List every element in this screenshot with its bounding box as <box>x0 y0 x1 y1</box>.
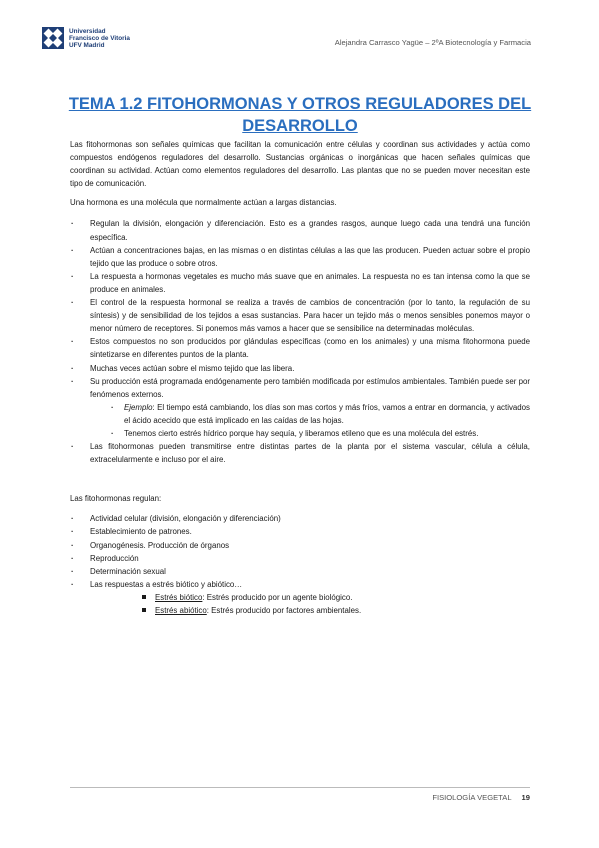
list-item: · Organogénesis. Producción de órganos <box>88 539 530 552</box>
sub-list-item <box>124 401 530 427</box>
list-item-text: Las respuestas a estrés biótico y abiótico… <box>90 579 243 589</box>
list-item: · Reproducción <box>88 552 530 565</box>
footer-divider <box>70 787 530 788</box>
list-item: · Estos compuestos no son producidos por glándulas específicas (como en los animales) y una misma fitohormona puede sintetizarse en diferentes puntos de la planta. <box>88 335 530 361</box>
stress-text: : Estrés producido por un agente biológico. <box>202 592 353 602</box>
list-item <box>88 578 530 591</box>
document-body <box>70 138 530 617</box>
stress-list <box>70 591 530 617</box>
list-item: · Regulan la división, elongación y diferenciación. Esto es a grandes rasgos, aunque luego cada una tendrá una función específica. <box>88 217 530 243</box>
footer-subject: FISIOLOGÍA VEGETAL <box>432 793 512 802</box>
logo-line-1: Universidad <box>69 27 106 35</box>
sub-list <box>90 401 530 440</box>
list-item: · Actúan a concentraciones bajas, en las mismas o en distintas células a las que las producen. Pueden actuar sobre el propio tejido que las produce o sobre otros. <box>88 244 530 270</box>
regulan-list <box>70 512 530 591</box>
list-item <box>88 375 530 440</box>
list-item: · Las fitohormonas pueden transmitirse entre distintas partes de la planta por el sistema vascular, célula a célula, extracelularmente e incluso por el aire. <box>88 440 530 466</box>
ufv-logo-icon <box>42 27 64 49</box>
sub-list-item: · Tenemos cierto estrés hídrico porque hay sequía, y liberamos etileno que es una molécula del estrés. <box>124 427 530 440</box>
stress-item-abiotic <box>155 604 530 617</box>
list-item: · Actividad celular (división, elongación y diferenciación) <box>88 512 530 525</box>
example-text: : El tiempo está cambiando, los días son mas cortos y más fríos, vamos a entrar en dormancia, y activados el ácido acecido que está implicado en las caídas de las hojas. <box>124 402 530 425</box>
university-logo <box>42 27 130 49</box>
stress-text: : Estrés producido por factores ambientales. <box>206 606 362 615</box>
page-number: 19 <box>521 793 530 802</box>
list-item: · El control de la respuesta hormonal se realiza a través de cambios de concentración (por lo tanto, la regulación de su síntesis) y de sensibilidad de los tejidos a esas sustancias. Para hacer un tejido más o menos sensibles ponemos mayor o menor número de receptores. Si ponemos más vamos a hacer que se sensibilice na determinadas moléculas. <box>88 296 530 335</box>
stress-item-biotic <box>155 591 530 604</box>
logo-text <box>69 28 130 49</box>
characteristics-list <box>70 217 530 466</box>
page-title: TEMA 1.2 FITOHORMONAS Y OTROS REGULADORES DEL DESARROLLO <box>68 95 532 135</box>
regulan-heading: Las fitohormonas regulan: <box>70 494 162 504</box>
example-label: Ejemplo <box>124 402 153 412</box>
list-item: · Establecimiento de patrones. <box>88 525 530 538</box>
intro-paragraph: Las fitohormonas son señales químicas que facilitan la comunicación entre células y coordinan sus actividades y actúa como compuestos endógenos reguladores del desarrollo. Sustancias orgánicas o inorgánicas que hacen señales químicas que coordinan su actividad. Actúan como elementos reguladores del desarrollo. Las plantas que no se pueden mover necesitan este tipo de comunicación. <box>70 140 530 189</box>
logo-line-3: UFV Madrid <box>69 41 105 49</box>
hormone-definition: Una hormona es una molécula que normalmente actúan a largas distancias. <box>70 198 337 208</box>
logo-line-2: Francisco de Vitoria <box>69 34 130 42</box>
list-item: · Determinación sexual <box>88 565 530 578</box>
stress-label: Estrés biótico <box>155 592 203 602</box>
page-footer <box>432 793 530 802</box>
list-item-text: Su producción está programada endógenamente pero también modificada por estímulos ambientales. También puede ser por fenómenos externos. <box>90 376 530 399</box>
list-item: · La respuesta a hormonas vegetales es mucho más suave que en animales. La respuesta no es tan intensa como la que se produce en animales. <box>88 270 530 296</box>
stress-label: Estrés abiótico <box>155 606 207 615</box>
list-item: · Muchas veces actúan sobre el mismo tejido que las libera. <box>88 362 530 375</box>
header-author: Alejandra Carrasco Yagüe – 2ºA Biotecnología y Farmacia <box>334 38 531 47</box>
